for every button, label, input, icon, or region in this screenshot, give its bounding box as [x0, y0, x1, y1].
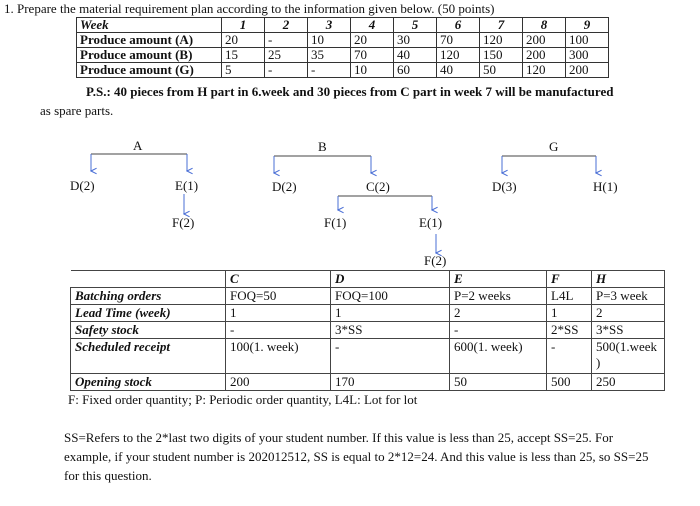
inv-col-header: E: [450, 271, 547, 288]
inv-col-header: D: [331, 271, 450, 288]
inv-row-batching: [71, 288, 665, 305]
tree-b-root: B: [318, 139, 327, 154]
inv-cell: 2*SS: [547, 322, 592, 339]
inv-cell: 3*SS: [331, 322, 450, 339]
week-header: 3: [308, 18, 351, 33]
inv-cell: 500(1.week ): [592, 339, 665, 374]
plan-cell: 40: [394, 48, 437, 63]
plan-cell: 200: [566, 63, 609, 78]
plan-cell: -: [265, 33, 308, 48]
table-legend: F: Fixed order quantity; P: Periodic order quantity, L4L: Lot for lot: [68, 392, 418, 407]
week-header: 1: [222, 18, 265, 33]
inv-row-label: Lead Time (week): [71, 305, 226, 322]
plan-cell: 35: [308, 48, 351, 63]
inv-row-label: Scheduled receipt: [71, 339, 226, 374]
plan-cell: 40: [437, 63, 480, 78]
tree-g-root: G: [549, 139, 559, 154]
inv-cell: 600(1. week): [450, 339, 547, 374]
plan-row-label: Produce amount (B): [77, 48, 222, 63]
inv-header-row: [71, 271, 665, 288]
inv-col-header: H: [592, 271, 665, 288]
inv-row-label: Safety stock: [71, 322, 226, 339]
plan-cell: -: [308, 63, 351, 78]
plan-cell: 10: [351, 63, 394, 78]
inv-cell: 2: [592, 305, 665, 322]
plan-cell: 20: [222, 33, 265, 48]
tree-a-child-e: E(1): [175, 178, 199, 193]
tree-b-child-d: D(2): [272, 179, 297, 194]
plan-cell: 10: [308, 33, 351, 48]
plan-cell: 50: [480, 63, 523, 78]
week-header: 2: [265, 18, 308, 33]
inv-row-scheduled-receipt: [71, 339, 665, 374]
tree-c-child-f: F(1): [324, 215, 347, 230]
tree-c-child-e: E(1): [419, 215, 443, 230]
tree-b-child-c: C(2): [366, 179, 390, 194]
inv-cell: 3*SS: [592, 322, 665, 339]
inv-row-lead-time: [71, 305, 665, 322]
plan-cell: 200: [523, 48, 566, 63]
inv-row-opening-stock: [71, 374, 665, 391]
inv-cell: L4L: [547, 288, 592, 305]
inv-row-safety-stock: [71, 322, 665, 339]
week-header: 6: [437, 18, 480, 33]
ss-note: SS=Refers to the 2*last two digits of your student number. If this value is less than 25, accept SS=25. For example, if your student number is 202012512, SS is equal to 2*12=24. And this value is less than 25, so SS=25 for this question.: [64, 430, 649, 483]
question-title: 1. Prepare the material requirement plan according to the information given below. (50 points): [4, 1, 495, 16]
plan-row-label: Produce amount (G): [77, 63, 222, 78]
plan-cell: 5: [222, 63, 265, 78]
inv-cell: -: [547, 339, 592, 374]
plan-cell: 300: [566, 48, 609, 63]
inv-cell: -: [331, 339, 450, 374]
week-header: 8: [523, 18, 566, 33]
inv-cell: -: [450, 322, 547, 339]
plan-cell: 70: [437, 33, 480, 48]
inv-cell: 2: [450, 305, 547, 322]
inv-cell: 100(1. week): [226, 339, 331, 374]
inv-cell: P=2 weeks: [450, 288, 547, 305]
tree-a-grandchild-f: F(2): [172, 215, 195, 230]
inv-cell: 1: [226, 305, 331, 322]
plan-row-label: Produce amount (A): [77, 33, 222, 48]
plan-header-label: Week: [77, 18, 222, 33]
ps-line-2: as spare parts.: [40, 103, 114, 118]
week-header: 9: [566, 18, 609, 33]
inv-col-header: F: [547, 271, 592, 288]
plan-cell: 150: [480, 48, 523, 63]
inv-cell: 170: [331, 374, 450, 391]
week-header: 5: [394, 18, 437, 33]
tree-a-root: A: [133, 138, 143, 153]
inventory-parameters-table: [70, 270, 665, 391]
plan-cell: 15: [222, 48, 265, 63]
inv-cell: P=3 week: [592, 288, 665, 305]
plan-cell: 120: [437, 48, 480, 63]
plan-cell: -: [265, 63, 308, 78]
tree-g-child-h: H(1): [593, 179, 618, 194]
inv-col-header: C: [226, 271, 331, 288]
inv-cell: FOQ=100: [331, 288, 450, 305]
inv-row-label: Batching orders: [71, 288, 226, 305]
plan-cell: 30: [394, 33, 437, 48]
inv-cell: FOQ=50: [226, 288, 331, 305]
inv-cell: 250: [592, 374, 665, 391]
plan-cell: 70: [351, 48, 394, 63]
inv-cell: -: [226, 322, 331, 339]
inv-row-label: Opening stock: [71, 374, 226, 391]
tree-g-child-d: D(3): [492, 179, 517, 194]
tree-a-child-d: D(2): [70, 178, 95, 193]
inv-cell: 200: [226, 374, 331, 391]
ps-line-1: P.S.: 40 pieces from H part in 6.week and 30 pieces from C part in week 7 will be manufactured: [86, 84, 614, 99]
inv-corner-cell: [71, 271, 226, 288]
plan-cell: 120: [523, 63, 566, 78]
week-header: 7: [480, 18, 523, 33]
inv-cell: 50: [450, 374, 547, 391]
plan-cell: 25: [265, 48, 308, 63]
week-header: 4: [351, 18, 394, 33]
inv-cell: 1: [331, 305, 450, 322]
plan-cell: 120: [480, 33, 523, 48]
inv-cell: 500: [547, 374, 592, 391]
plan-cell: 200: [523, 33, 566, 48]
plan-cell: 100: [566, 33, 609, 48]
inv-cell: 1: [547, 305, 592, 322]
tree-b-grandchild-f: F(2): [424, 253, 447, 268]
plan-cell: 20: [351, 33, 394, 48]
plan-cell: 60: [394, 63, 437, 78]
